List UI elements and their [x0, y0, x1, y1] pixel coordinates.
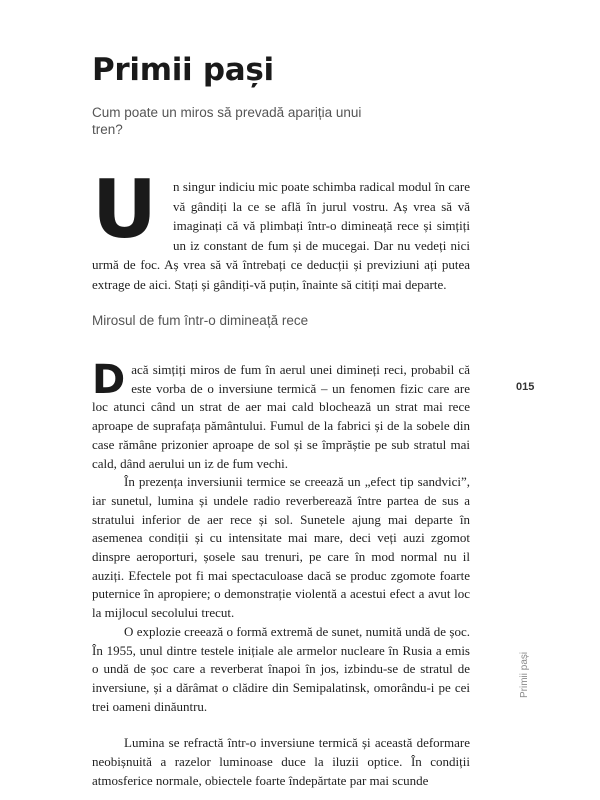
body-paragraph: O explozie creează o formă extremă de sunet, numită undă de șoc. În 1955, unul dintre testele inițiale ale armelor nucleare în Rusia a emis o undă de șoc care a reverberat înapoi în jos, izbindu-se de stratul de inversiune, și a dărâmat o clădire din Semipalatinsk, omorându-i pe cei trei oameni dinăuntru. — [92, 623, 470, 714]
intro-paragraph — [92, 163, 470, 294]
running-head: Primii pași — [519, 651, 530, 698]
section-heading: Mirosul de fum într-o dimineață rece — [92, 313, 309, 328]
intro-text: n singur indiciu mic poate schimba radical modul în care vă gândiți la ce se află în jurul vostru. Aș vrea să vă imaginați că vă plimbați într-o dimineață rece și simțiți un iz constant de fum și de mucegai. Dar nu vedeți nici urmă de foc. Aș vrea să vă întrebați ce deducții și previziuni ați putea extrage de aici. Stați și gândiți-vă puțin, înainte să citiți mai departe. — [92, 179, 470, 292]
body-paragraph — [92, 357, 470, 473]
section-drop-cap: D — [92, 357, 126, 403]
chapter-title: Primii pași — [92, 52, 274, 88]
body-text — [92, 357, 470, 790]
body-paragraph: Lumina se refractă într-o inversiune termică și această deformare neobișnuită a razelor luminoase duce la iluzii optice. În condiții atmosferice normale, obiectele foarte îndepărtate par mai scunde — [92, 735, 470, 788]
page-number: 015 — [516, 381, 535, 393]
chapter-subtitle: Cum poate un miros să prevadă apariția unui tren? — [92, 105, 362, 137]
intro-drop-cap: U — [92, 163, 157, 256]
body-paragraph: În prezența inversiunii termice se creează un „efect tip sandvici”, iar sunetul, lumina și undele radio reverberează între partea de sus a stratului inferior de aer rece și sol. Sunetele ajung mai departe în asemenea condiții și cu intensitate mai mare, deci veți auzi zgomot dinspre aeroporturi, șosele sau trenuri, pe care în mod normal nu il auziți. Efectele pot fi mai spectaculoase dacă se produc zgomote foarte puternice în apropiere; o demonstrație violentă a acestui efect a avut loc la mijlocul secolului trecut. — [92, 474, 470, 621]
body-paragraph-text: acă simțiți miros de fum în aerul unei dimineți reci, probabil că este vorba de o inversiune termică – un fenomen fizic care are loc atunci când un strat de aer mai cald blochează un strat mai rece aproape de suprafața pământului. Fumul de la fabrici și de la sobele din case rămâne prizonier aproape de sol și se împrăștie pe sub stratul mai cald, dând aerului un iz de fum vechi. — [92, 362, 470, 471]
